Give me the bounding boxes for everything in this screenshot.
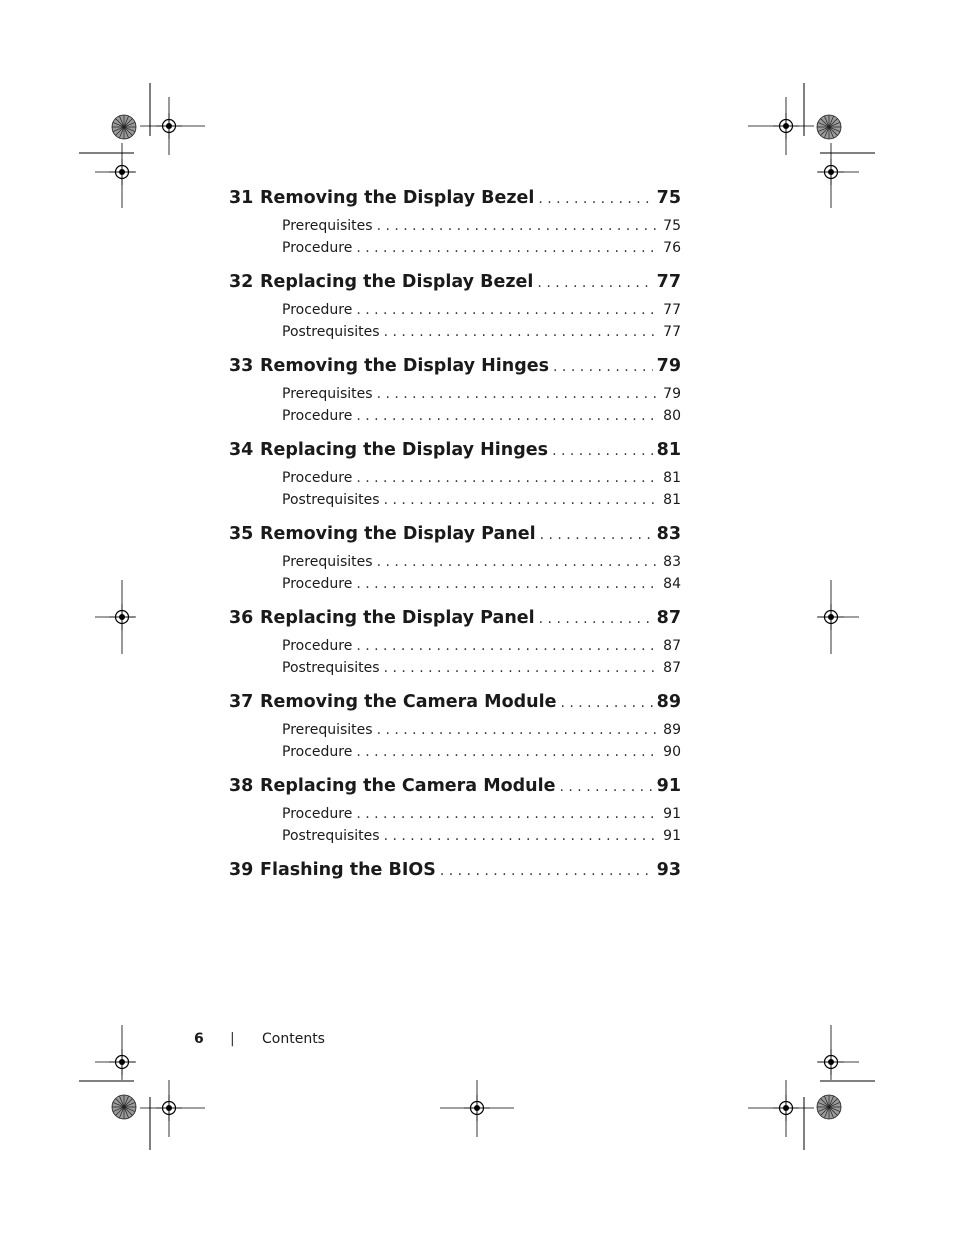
dot-leader (384, 660, 657, 676)
dot-leader (356, 408, 657, 424)
section-title: Prerequisites (282, 218, 373, 234)
toc-section-entry[interactable] (282, 492, 681, 514)
toc-chapter (229, 440, 681, 514)
page-footer (194, 1031, 325, 1047)
toc-chapter-entry[interactable] (229, 860, 681, 890)
section-page-number: 80 (663, 408, 681, 424)
dot-leader (384, 828, 657, 844)
dot-leader (356, 744, 657, 760)
toc-section-entry[interactable] (282, 408, 681, 430)
footer-separator: | (230, 1031, 235, 1047)
section-page-number: 75 (663, 218, 681, 234)
toc-chapter-entry[interactable] (229, 356, 681, 386)
toc-section-entry[interactable] (282, 218, 681, 240)
toc-section-entry[interactable] (282, 638, 681, 660)
section-title: Procedure (282, 408, 353, 424)
toc-chapter-entry[interactable] (229, 692, 681, 722)
toc-chapter (229, 776, 681, 850)
chapter-title: Removing the Display Panel (260, 524, 536, 544)
dot-leader (560, 695, 652, 711)
chapter-title: Replacing the Display Hinges (260, 440, 549, 460)
toc-chapter-entry[interactable] (229, 608, 681, 638)
toc-section-entry[interactable] (282, 302, 681, 324)
section-title: Prerequisites (282, 554, 373, 570)
dot-leader (539, 611, 653, 627)
chapter-title: Replacing the Camera Module (260, 776, 556, 796)
page-number: 6 (194, 1031, 204, 1047)
dot-leader (356, 470, 657, 486)
toc-chapter-entry[interactable] (229, 524, 681, 554)
toc-chapter-entry[interactable] (229, 272, 681, 302)
dot-leader (384, 324, 657, 340)
dot-leader (356, 240, 657, 256)
toc-chapter-entry[interactable] (229, 188, 681, 218)
chapter-page-number: 77 (656, 272, 681, 292)
dot-leader (377, 386, 657, 402)
section-page-number: 84 (663, 576, 681, 592)
chapter-page-number: 91 (656, 776, 681, 796)
section-title: Procedure (282, 638, 353, 654)
toc-section-entry[interactable] (282, 554, 681, 576)
chapter-title: Replacing the Display Bezel (260, 272, 534, 292)
section-title: Procedure (282, 240, 353, 256)
chapter-number: 38 (229, 776, 254, 796)
chapter-page-number: 79 (656, 356, 681, 376)
toc-section-entry[interactable] (282, 470, 681, 492)
dot-leader (377, 722, 657, 738)
dot-leader (552, 443, 653, 459)
chapter-number: 39 (229, 860, 254, 880)
section-title: Prerequisites (282, 386, 373, 402)
dot-leader (538, 191, 652, 207)
section-title: Prerequisites (282, 722, 373, 738)
dot-leader (356, 576, 657, 592)
toc-section-entry[interactable] (282, 240, 681, 262)
chapter-number: 33 (229, 356, 254, 376)
chapter-page-number: 87 (656, 608, 681, 628)
toc-section-entry[interactable] (282, 660, 681, 682)
section-page-number: 77 (663, 324, 681, 340)
star-target-icon (112, 115, 136, 139)
chapter-title: Flashing the BIOS (260, 860, 436, 880)
section-page-number: 90 (663, 744, 681, 760)
section-page-number: 87 (663, 660, 681, 676)
toc-section-entry[interactable] (282, 806, 681, 828)
dot-leader (384, 492, 657, 508)
section-page-number: 79 (663, 386, 681, 402)
dot-leader (377, 554, 657, 570)
section-title: Procedure (282, 302, 353, 318)
section-page-number: 81 (663, 492, 681, 508)
chapter-title: Removing the Display Hinges (260, 356, 550, 376)
dot-leader (553, 359, 653, 375)
section-page-number: 81 (663, 470, 681, 486)
dot-leader (440, 863, 653, 879)
chapter-page-number: 93 (656, 860, 681, 880)
section-page-number: 91 (663, 828, 681, 844)
section-page-number: 83 (663, 554, 681, 570)
section-title: Postrequisites (282, 324, 380, 340)
toc-chapter (229, 860, 681, 890)
toc-chapter (229, 524, 681, 598)
section-title: Postrequisites (282, 492, 380, 508)
section-title: Procedure (282, 470, 353, 486)
chapter-page-number: 81 (656, 440, 681, 460)
chapter-title: Replacing the Display Panel (260, 608, 535, 628)
chapter-number: 34 (229, 440, 254, 460)
section-title: Procedure (282, 744, 353, 760)
dot-leader (537, 275, 652, 291)
toc-chapter (229, 608, 681, 682)
table-of-contents (229, 188, 681, 890)
dot-leader (356, 806, 657, 822)
section-page-number: 91 (663, 806, 681, 822)
dot-leader (356, 302, 657, 318)
chapter-page-number: 75 (656, 188, 681, 208)
chapter-number: 37 (229, 692, 254, 712)
toc-chapter (229, 272, 681, 346)
chapter-page-number: 89 (656, 692, 681, 712)
chapter-number: 32 (229, 272, 254, 292)
dot-leader (377, 218, 657, 234)
chapter-number: 36 (229, 608, 254, 628)
toc-chapter (229, 692, 681, 766)
chapter-title: Removing the Display Bezel (260, 188, 535, 208)
section-title: Procedure (282, 576, 353, 592)
toc-section-entry[interactable] (282, 744, 681, 766)
section-title: Postrequisites (282, 660, 380, 676)
dot-leader (356, 638, 657, 654)
section-page-number: 76 (663, 240, 681, 256)
section-page-number: 87 (663, 638, 681, 654)
star-target-icon (112, 1095, 136, 1119)
footer-section-title: Contents (262, 1031, 325, 1047)
toc-chapter-entry[interactable] (229, 776, 681, 806)
toc-chapter (229, 356, 681, 430)
section-title: Postrequisites (282, 828, 380, 844)
section-title: Procedure (282, 806, 353, 822)
chapter-title: Removing the Camera Module (260, 692, 557, 712)
toc-section-entry[interactable] (282, 324, 681, 346)
toc-chapter-entry[interactable] (229, 440, 681, 470)
toc-section-entry[interactable] (282, 576, 681, 598)
toc-section-entry[interactable] (282, 386, 681, 408)
toc-section-entry[interactable] (282, 828, 681, 850)
section-page-number: 89 (663, 722, 681, 738)
chapter-number: 35 (229, 524, 254, 544)
dot-leader (560, 779, 653, 795)
section-page-number: 77 (663, 302, 681, 318)
toc-section-entry[interactable] (282, 722, 681, 744)
star-target-icon (817, 115, 841, 139)
star-target-icon (817, 1095, 841, 1119)
toc-chapter (229, 188, 681, 262)
chapter-number: 31 (229, 188, 254, 208)
chapter-page-number: 83 (656, 524, 681, 544)
dot-leader (540, 527, 653, 543)
